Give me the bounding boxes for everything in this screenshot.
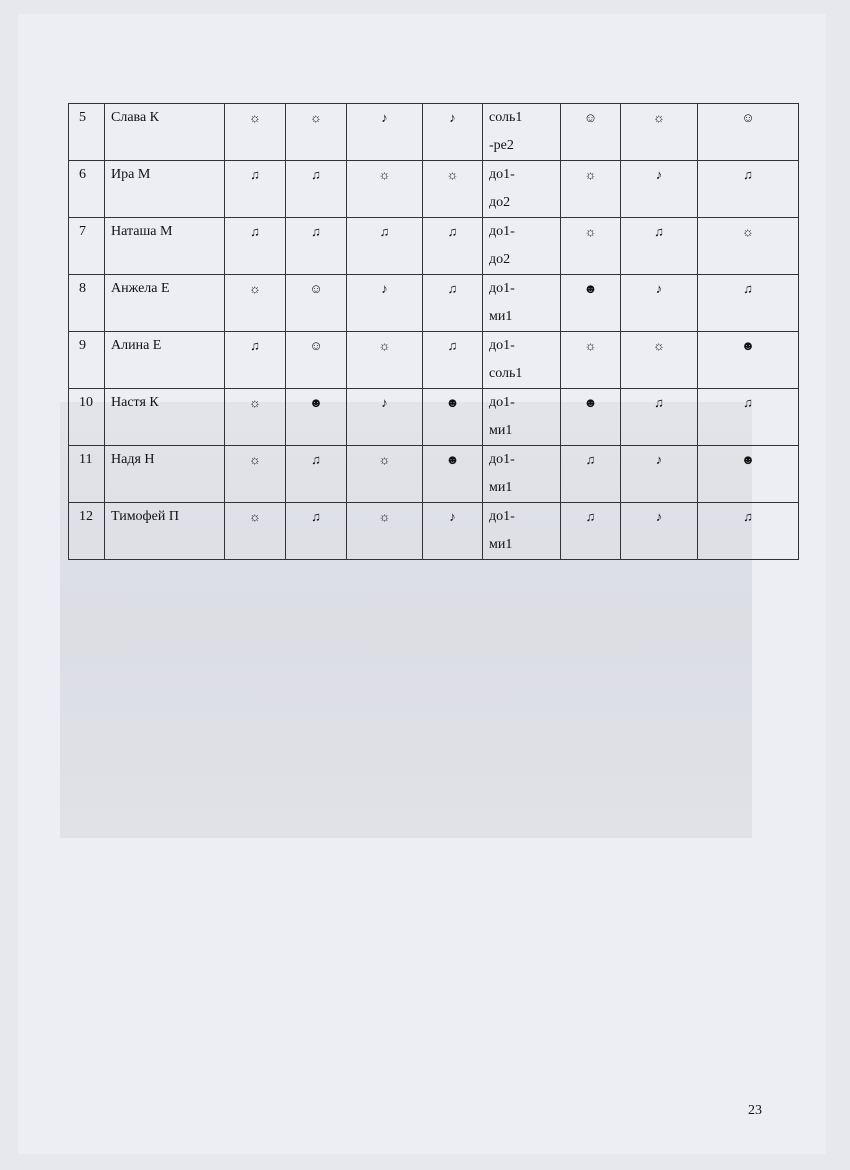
symbol-cell: ☻ [698,446,799,503]
symbol-cell: ♪ [347,104,423,161]
voice-range-cell [483,446,561,503]
row-number-cell: 6 [69,161,105,218]
symbol-cell: ☼ [347,446,423,503]
range-line: до1- [489,281,515,296]
symbol-cell: ☼ [225,104,286,161]
symbol-cell: ♫ [423,332,483,389]
row-number-cell: 5 [69,104,105,161]
symbol-cell: ♫ [225,161,286,218]
voice-range-cell [483,161,561,218]
symbol-cell: ☻ [561,275,621,332]
symbol-cell: ♪ [621,446,698,503]
symbol-cell: ♫ [286,503,347,560]
student-name-cell: Надя Н [105,446,225,503]
row-number-cell: 11 [69,446,105,503]
range-line: ми1 [489,309,513,324]
table-row [69,104,799,161]
symbol-cell: ☼ [561,161,621,218]
symbol-cell: ♫ [698,161,799,218]
symbol-cell: ☺ [286,275,347,332]
symbol-cell: ☻ [423,389,483,446]
symbol-cell: ♫ [347,218,423,275]
symbol-cell: ♫ [561,503,621,560]
symbol-cell: ☼ [225,503,286,560]
symbol-cell: ♫ [561,446,621,503]
student-name-cell: Тимофей П [105,503,225,560]
symbol-cell: ☻ [561,389,621,446]
symbol-cell: ♫ [698,503,799,560]
symbol-cell: ♪ [621,161,698,218]
student-name-cell: Слава К [105,104,225,161]
symbol-cell: ♫ [225,332,286,389]
symbol-cell: ♫ [286,161,347,218]
symbol-cell: ☼ [698,218,799,275]
table-row [69,161,799,218]
row-number-cell: 12 [69,503,105,560]
range-line: до1- [489,452,515,467]
symbol-cell: ♫ [286,446,347,503]
symbol-cell: ☼ [225,389,286,446]
symbol-cell: ☺ [698,104,799,161]
symbol-cell: ♫ [423,218,483,275]
symbol-cell: ♪ [621,275,698,332]
row-number-cell: 10 [69,389,105,446]
range-line: до1- [489,167,515,182]
symbol-cell: ♫ [225,218,286,275]
table-row [69,275,799,332]
symbol-cell: ♫ [698,275,799,332]
symbol-cell: ☼ [225,275,286,332]
student-name-cell: Наташа М [105,218,225,275]
symbol-cell: ☼ [621,104,698,161]
symbol-cell: ♪ [347,275,423,332]
student-name-cell: Ира М [105,161,225,218]
symbol-cell: ☺ [561,104,621,161]
symbol-cell: ☼ [347,161,423,218]
range-line: ми1 [489,537,513,552]
range-line: до1- [489,224,515,239]
table-row [69,389,799,446]
symbol-cell: ♪ [621,503,698,560]
range-line: соль1 [489,110,523,125]
range-line: ми1 [489,480,513,495]
symbol-cell: ☼ [347,503,423,560]
voice-range-cell [483,218,561,275]
symbol-cell: ♪ [423,503,483,560]
range-line: до1- [489,395,515,410]
voice-range-cell [483,332,561,389]
range-line: соль1 [489,366,523,381]
symbol-cell: ☻ [698,332,799,389]
symbol-cell: ☺ [286,332,347,389]
row-number-cell: 9 [69,332,105,389]
symbol-cell: ☼ [561,332,621,389]
symbol-cell: ♪ [347,389,423,446]
symbol-cell: ☻ [423,446,483,503]
page-number: 23 [748,1103,762,1118]
symbol-cell: ☼ [225,446,286,503]
symbol-cell: ☼ [423,161,483,218]
range-line: ми1 [489,423,513,438]
range-line: до2 [489,252,511,267]
symbol-cell: ♫ [698,389,799,446]
results-table [68,103,799,560]
symbol-cell: ☻ [286,389,347,446]
range-line: -ре2 [489,138,514,153]
student-name-cell: Анжела Е [105,275,225,332]
symbol-cell: ☼ [621,332,698,389]
symbol-cell: ♫ [423,275,483,332]
symbol-cell: ♫ [286,218,347,275]
range-line: до1- [489,338,515,353]
range-line: до1- [489,509,515,524]
row-number-cell: 8 [69,275,105,332]
voice-range-cell [483,503,561,560]
symbol-cell: ♫ [621,218,698,275]
table-row [69,503,799,560]
results-table-body [69,104,799,560]
symbol-cell: ☼ [286,104,347,161]
voice-range-cell [483,389,561,446]
symbol-cell: ♫ [621,389,698,446]
voice-range-cell [483,275,561,332]
symbol-cell: ☼ [561,218,621,275]
student-name-cell: Алина Е [105,332,225,389]
range-line: до2 [489,195,511,210]
table-row [69,332,799,389]
table-row [69,218,799,275]
row-number-cell: 7 [69,218,105,275]
symbol-cell: ☼ [347,332,423,389]
voice-range-cell [483,104,561,161]
student-name-cell: Настя К [105,389,225,446]
symbol-cell: ♪ [423,104,483,161]
table-row [69,446,799,503]
